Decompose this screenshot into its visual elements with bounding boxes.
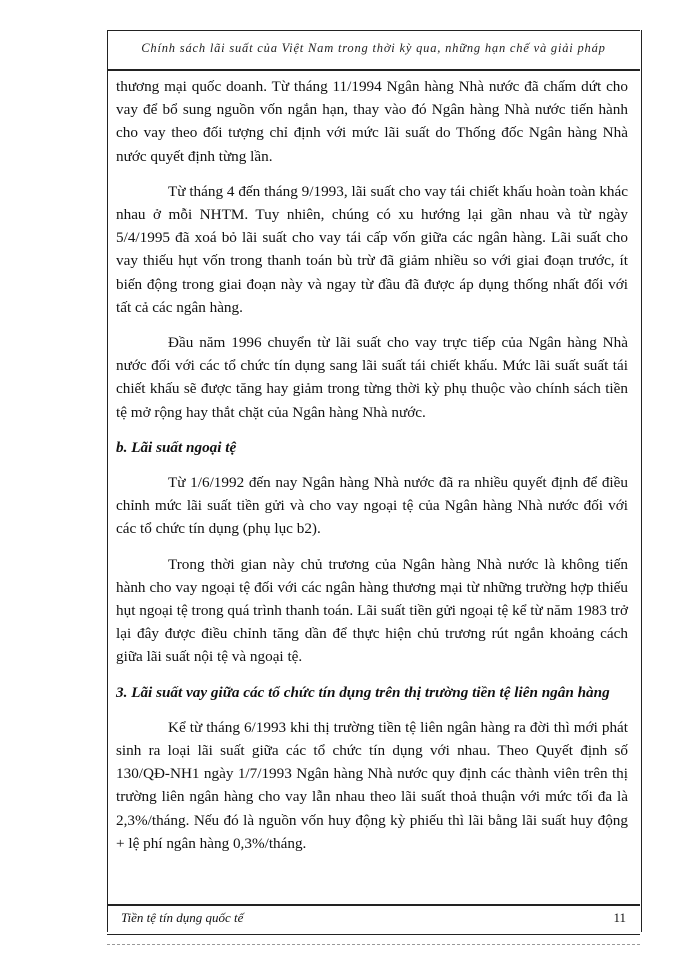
page-footer bbox=[107, 904, 640, 935]
running-title: Chính sách lãi suất của Việt Nam trong thời kỳ qua, những hạn chế và giải pháp bbox=[141, 41, 606, 55]
paragraph-4: Từ 1/6/1992 đến nay Ngân hàng Nhà nước đã ra nhiều quyết định để điều chỉnh mức lãi suất tiền gửi và cho vay ngoại tệ của Ngân hàng Nhà nước đối với các tổ chức tín dụng (phụ lục b2). bbox=[116, 474, 628, 538]
page-number: 11 bbox=[613, 910, 626, 925]
paragraph-1: thương mại quốc doanh. Từ tháng 11/1994 Ngân hàng Nhà nước đã chấm dứt cho vay để bổ sung nguồn vốn ngắn hạn, thay vào đó Ngân hàng Nhà nước tiến hành cho vay theo đối tượng chỉ định với mức lãi suất do Thống đốc Ngân hàng Nhà nước quyết định từng lần. bbox=[116, 78, 628, 165]
page-bottom-divider bbox=[107, 944, 640, 945]
document-body bbox=[116, 75, 628, 855]
paragraph-6: Kể từ tháng 6/1993 khi thị trường tiền tệ liên ngân hàng ra đời thì mới phát sinh ra loại lãi suất giữa các tổ chức tín dụng với nhau. Theo Quyết định số 130/QĐ-NH1 ngày 1/7/1993 Ngân hàng Nhà nước quy định các thành viên trên thị trường liên ngân hàng cho vay lẫn nhau theo lãi suất thoả thuận với mức tối đa là 2,3%/tháng. Nếu đó là nguồn vốn huy động kỳ phiếu thì lãi bằng lãi suất huy động + lệ phí ngân hàng 0,3%/tháng. bbox=[116, 718, 628, 852]
section-heading-b: b. Lãi suất ngoại tệ bbox=[116, 438, 237, 456]
footer-course-title: Tiền tệ tín dụng quốc tế bbox=[121, 910, 244, 925]
paragraph-2: Từ tháng 4 đến tháng 9/1993, lãi suất cho vay tái chiết khấu hoàn toàn khác nhau ở mỗi NHTM. Tuy nhiên, chúng có xu hướng lại gần nhau và từ ngày 5/4/1995 đã xoá bỏ lãi suất cho vay tái cấp vốn giữa các ngân hàng. Lãi suất cho vay thiếu hụt vốn trong thanh toán bù trừ đã giảm nhiều so với giai đoạn trước, ít biến động trong giai đoạn này và ngay từ đầu đã được áp dụng thống nhất đối với tất cả các ngân hàng. bbox=[116, 182, 628, 316]
paragraph-3: Đầu năm 1996 chuyển từ lãi suất cho vay trực tiếp của Ngân hàng Nhà nước đối với các tổ chức tín dụng sang lãi suất tái chiết khấu. Mức lãi suất suất tái chiết khấu sẽ được tăng hay giảm trong từng thời kỳ phụ thuộc vào chính sách tiền tệ mở rộng hay thắt chặt của Ngân hàng Nhà nước. bbox=[116, 334, 628, 421]
page-header bbox=[107, 30, 640, 71]
paragraph-5: Trong thời gian này chủ trương của Ngân hàng Nhà nước là không tiến hành cho vay ngoại tệ đối với các ngân hàng thương mại từ những trường hợp thiếu hụt ngoại tệ trong quá trình thanh toán. Lãi suất tiền gửi ngoại tệ kể từ năm 1983 trở lại đây được điều chỉnh tăng dần để thực hiện chủ trương rút ngắn khoảng cách giữa lãi suất nội tệ và ngoại tệ. bbox=[116, 555, 628, 666]
section-heading-3: 3. Lãi suất vay giữa các tổ chức tín dụng trên thị trường tiền tệ liên ngân hàng bbox=[116, 683, 610, 701]
